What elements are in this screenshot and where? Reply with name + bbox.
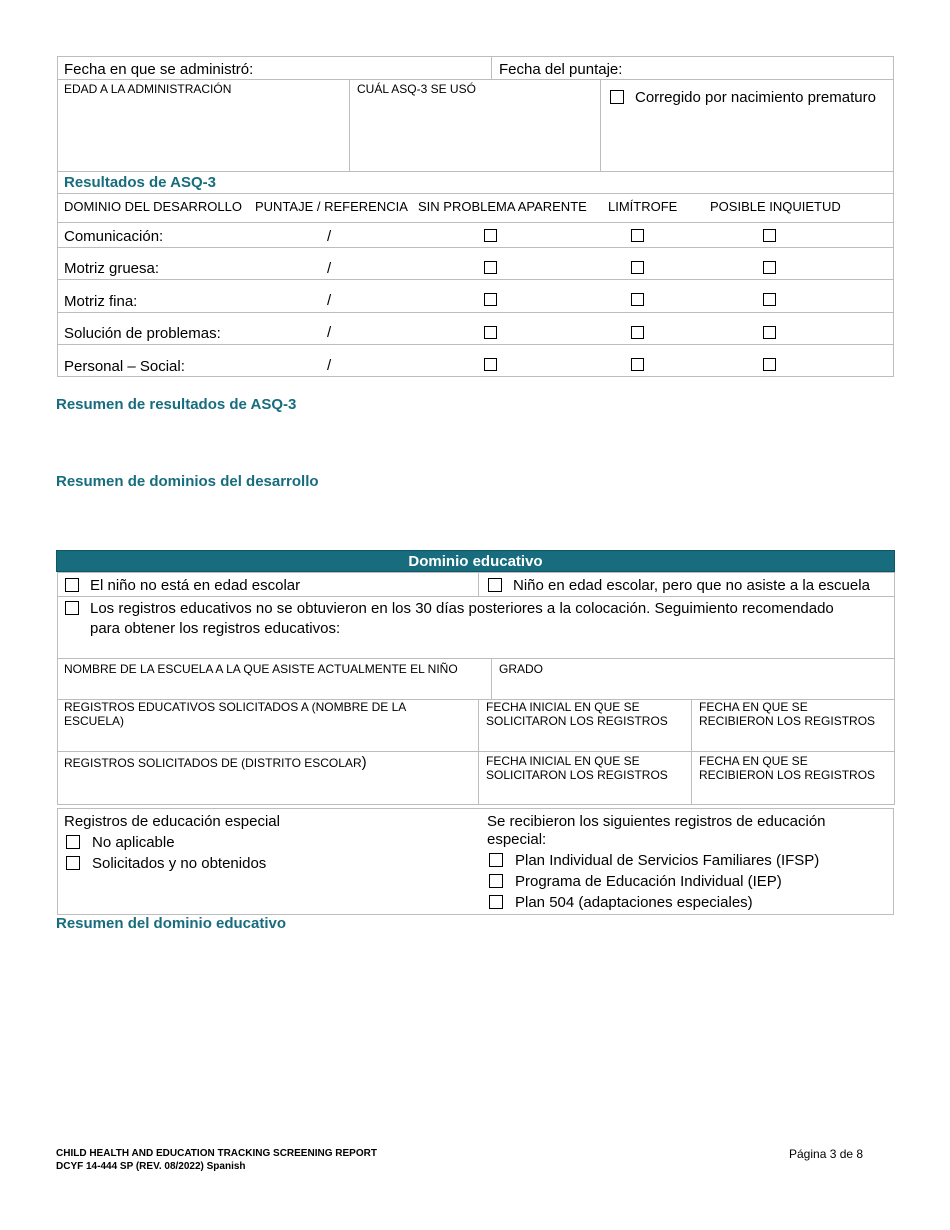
posible-inquietud-checkbox[interactable]	[763, 261, 776, 274]
divider	[491, 658, 492, 699]
divider	[57, 312, 894, 313]
sin-problema-checkbox[interactable]	[484, 261, 497, 274]
solicitados-a-field[interactable]	[64, 700, 474, 728]
fecha-recibieron-field[interactable]	[699, 700, 875, 728]
fecha-recibieron-label: FECHA EN QUE SE	[699, 754, 808, 768]
corregido-checkbox[interactable]	[610, 90, 624, 104]
education-summary-heading: Resumen del dominio educativo	[56, 915, 287, 932]
edad-no-asiste-label: Niño en edad escolar, pero que no asiste a la escuela	[513, 577, 870, 594]
col-header: PUNTAJE / REFERENCIA	[255, 199, 408, 214]
fecha-recibieron-field-2[interactable]	[699, 754, 875, 782]
domain-motriz-gruesa: Motriz gruesa:	[64, 260, 160, 277]
divider	[57, 344, 894, 345]
divider	[57, 658, 895, 659]
footer-form-number: DCYF 14-444 SP (REV. 08/2022) Spanish	[56, 1161, 246, 1172]
score-field[interactable]: /	[327, 292, 332, 309]
divider	[57, 171, 894, 172]
education-header-bar	[56, 550, 895, 572]
fecha-recibieron-label-2: RECIBIERON LOS REGISTROS	[699, 768, 876, 782]
iep-checkbox[interactable]	[489, 874, 503, 888]
divider	[57, 279, 894, 280]
fecha-inicial-field[interactable]	[486, 700, 668, 728]
registros-no-obtenidos-label-2: para obtener los registros educativos:	[90, 620, 341, 637]
fecha-puntaje-field[interactable]: Fecha del puntaje:	[499, 61, 623, 78]
divider	[691, 699, 692, 805]
posible-inquietud-checkbox[interactable]	[763, 293, 776, 306]
education-header: Dominio educativo	[408, 553, 543, 570]
col-header: SIN PROBLEMA APARENTE	[418, 199, 587, 214]
score-field[interactable]: /	[327, 324, 332, 341]
solicitados-a-label: REGISTROS EDUCATIVOS SOLICITADOS A (NOMBRE DE LA	[64, 700, 407, 714]
ifsp-label: Plan Individual de Servicios Familiares (IFSP)	[515, 852, 820, 869]
no-aplicable-checkbox[interactable]	[66, 835, 80, 849]
footer-form-title: CHILD HEALTH AND EDUCATION TRACKING SCREENING REPORT	[56, 1148, 377, 1159]
domain-solucion-problemas: Solución de problemas:	[64, 325, 221, 342]
edad-administracion-field[interactable]: EDAD A LA ADMINISTRACIÓN	[64, 82, 232, 96]
divider	[600, 79, 601, 171]
sin-problema-checkbox[interactable]	[484, 293, 497, 306]
divider	[478, 572, 479, 596]
fecha-recibieron-label-2: RECIBIERON LOS REGISTROS	[699, 714, 876, 728]
fecha-inicial-label-2: SOLICITARON LOS REGISTROS	[486, 768, 668, 782]
corregido-label: Corregido por nacimiento prematuro	[635, 89, 876, 106]
limitrofe-checkbox[interactable]	[631, 229, 644, 242]
score-field[interactable]: /	[327, 357, 332, 374]
results-title: Resultados de ASQ-3	[64, 174, 216, 191]
col-header: DOMINIO DEL DESARROLLO	[64, 199, 242, 214]
score-field[interactable]: /	[327, 260, 332, 277]
edad-no-asiste-checkbox[interactable]	[488, 578, 502, 592]
col-header: LIMÍTROFE	[608, 199, 678, 214]
solicitados-distrito-label: REGISTROS SOLICITADOS DE (DISTRITO ESCOLAR	[64, 756, 362, 770]
divider	[57, 596, 895, 597]
special-ed-title: Registros de educación especial	[64, 813, 280, 830]
divider	[57, 79, 894, 80]
divider	[57, 193, 894, 194]
sin-problema-checkbox[interactable]	[484, 326, 497, 339]
divider	[491, 56, 492, 79]
no-edad-escolar-label: El niño no está en edad escolar	[90, 577, 301, 594]
fecha-administro-field[interactable]: Fecha en que se administró:	[64, 61, 254, 78]
nombre-escuela-field[interactable]: NOMBRE DE LA ESCUELA A LA QUE ASISTE ACTUALMENTE EL NIÑO	[64, 662, 458, 676]
limitrofe-checkbox[interactable]	[631, 326, 644, 339]
posible-inquietud-checkbox[interactable]	[763, 229, 776, 242]
plan504-label: Plan 504 (adaptaciones especiales)	[515, 894, 753, 911]
divider	[57, 222, 894, 223]
se-recibieron-label-2: especial:	[487, 831, 547, 848]
divider	[57, 751, 895, 752]
solicitados-no-obtenidos-label: Solicitados y no obtenidos	[92, 855, 267, 872]
limitrofe-checkbox[interactable]	[631, 261, 644, 274]
fecha-inicial-field-2[interactable]	[486, 754, 668, 782]
registros-no-obtenidos-label: Los registros educativos no se obtuvieron en los 30 días posteriores a la colocación. Seguimiento recomendado	[90, 600, 834, 617]
sin-problema-checkbox[interactable]	[484, 229, 497, 242]
grado-field[interactable]: GRADO	[499, 662, 544, 676]
domain-comunicacion: Comunicación:	[64, 228, 164, 245]
fecha-inicial-label: FECHA INICIAL EN QUE SE	[486, 754, 640, 768]
domains-summary-heading: Resumen de dominios del desarrollo	[56, 473, 319, 490]
col-header: POSIBLE INQUIETUD	[710, 199, 841, 214]
domain-motriz-fina: Motriz fina:	[64, 293, 138, 310]
se-recibieron-label: Se recibieron los siguientes registros de educación	[487, 813, 826, 830]
limitrofe-checkbox[interactable]	[631, 293, 644, 306]
posible-inquietud-checkbox[interactable]	[763, 358, 776, 371]
cual-asq-field[interactable]: CUÁL ASQ-3 SE USÓ	[357, 82, 476, 96]
no-aplicable-label: No aplicable	[92, 834, 175, 851]
sin-problema-checkbox[interactable]	[484, 358, 497, 371]
fecha-inicial-label-2: SOLICITARON LOS REGISTROS	[486, 714, 668, 728]
domain-personal-social: Personal – Social:	[64, 358, 185, 375]
iep-label: Programa de Educación Individual (IEP)	[515, 873, 782, 890]
plan504-checkbox[interactable]	[489, 895, 503, 909]
ifsp-checkbox[interactable]	[489, 853, 503, 867]
divider	[57, 247, 894, 248]
fecha-inicial-label: FECHA INICIAL EN QUE SE	[486, 700, 640, 714]
solicitados-distrito-field[interactable]	[64, 756, 367, 770]
no-edad-escolar-checkbox[interactable]	[65, 578, 79, 592]
asq-summary-heading: Resumen de resultados de ASQ-3	[56, 396, 297, 413]
solicitados-no-obtenidos-checkbox[interactable]	[66, 856, 80, 870]
paren: )	[361, 754, 367, 771]
divider	[349, 79, 350, 171]
solicitados-a-label-2: ESCUELA)	[64, 714, 125, 728]
divider	[478, 699, 479, 805]
page-number: Página 3 de 8	[789, 1147, 864, 1161]
fecha-recibieron-label: FECHA EN QUE SE	[699, 700, 808, 714]
posible-inquietud-checkbox[interactable]	[763, 326, 776, 339]
registros-no-obtenidos-checkbox[interactable]	[65, 601, 79, 615]
limitrofe-checkbox[interactable]	[631, 358, 644, 371]
score-field[interactable]: /	[327, 228, 332, 245]
